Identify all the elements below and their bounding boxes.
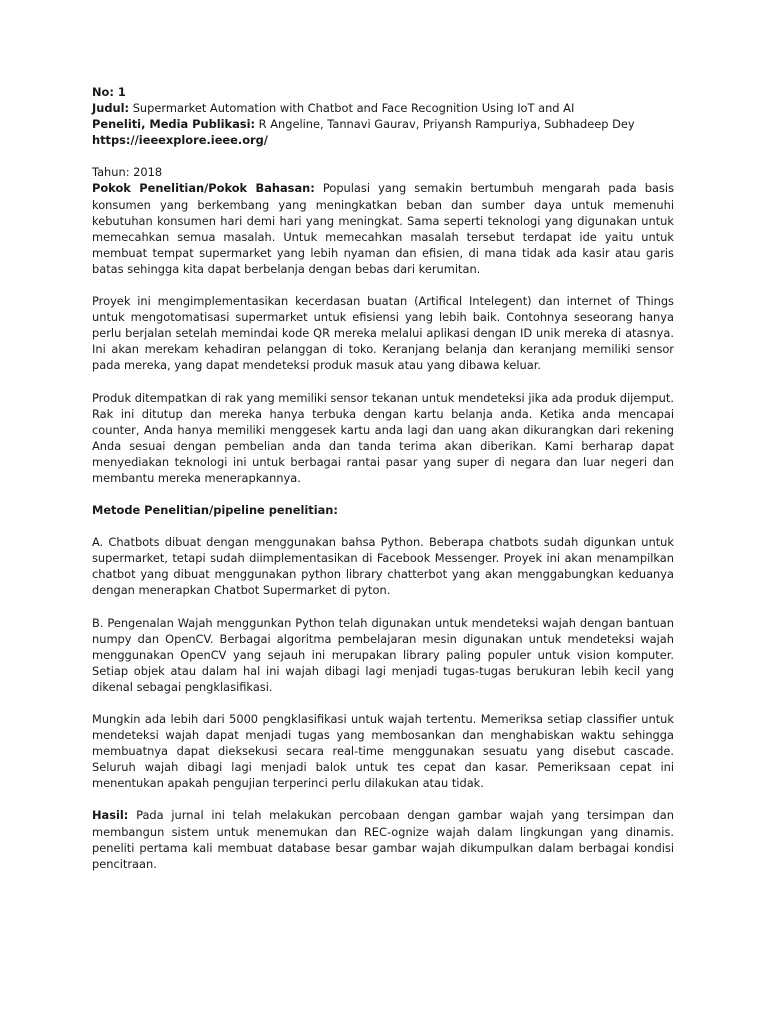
- metode-paragraph-classifier: Mungkin ada lebih dari 5000 pengklasifikasi untuk wajah tertentu. Memeriksa setiap classifier untuk mendeteksi wajah dapat menjadi tugas yang membosankan dan menghabiskan waktu sehingga membuatnya dapat dieksekusi secara real-time menggunakan sesuatu yang disebut cascade. Seluruh wajah dibagi lagi menjadi balok untuk tes cepat dan kasar. Pemeriksaan cepat ini menentukan apakah pengujian terperinci perlu dilakukan atau tidak.: [92, 712, 674, 791]
- authors-label: Peneliti, Media Publikasi:: [92, 117, 256, 132]
- authors-value: R Angeline, Tannavi Gaurav, Priyansh Rampuriya, Subhadeep Dey: [255, 117, 635, 132]
- title-label: Judul:: [92, 101, 130, 116]
- paragraph-produk: Produk ditempatkan di rak yang memiliki sensor tekanan untuk mendeteksi jika ada produk dijemput. Rak ini ditutup dan mereka hanya terbuka dengan kartu belanja anda. Ketika anda mencapai counter, Anda hanya memiliki menggesek kartu anda lagi dan uang akan dikurangkan dari rekening Anda sesuai dengan pembelian anda dan tanda terima akan diberikan. Kami berharap dapat menyediakan teknologi ini untuk berbagai rantai pasar yang super di negara dan luar negeri dan membantu mereka menerapkannya.: [92, 390, 674, 485]
- metode-item-b: B. Pengenalan Wajah menggunkan Python telah digunakan untuk mendeteksi wajah dengan bantuan numpy dan OpenCV. Berbagai algoritma pembelajaran mesin digunakan untuk mendeteksi wajah menggunakan OpenCV yang sejauh ini merupakan library paling populer untuk vision komputer. Setiap objek atau dalam hal ini wajah dibagi lagi menjadi tugas-tugas berukuran lebih kecil yang dikenal sebagai pengklasifikasi.: [92, 615, 674, 694]
- paragraph-proyek: Proyek ini mengimplementasikan kecerdasan buatan (Artifical Intelegent) dan internet of Things untuk mengotomatisasi supermarket untuk efisiensi yang lebih baik. Contohnya seseorang hanya perlu berjalan setelah memindai kode QR mereka melalui aplikasi dengan ID unik mereka di atasnya. Ini akan merekam kehadiran pelanggan di toko. Keranjang belanja dan keranjang memiliki sensor pada mereka, yang dapat mendeteksi produk masuk atau yang dibawa keluar.: [92, 294, 674, 373]
- title-line: [92, 100, 674, 116]
- document-page: [92, 84, 674, 872]
- authors-line: [92, 116, 674, 132]
- metode-heading: Metode Penelitian/pipeline penelitian:: [92, 503, 338, 518]
- hasil-label: Hasil:: [92, 808, 129, 823]
- source-url: https://ieeexplore.ieee.org/: [92, 133, 268, 148]
- hasil-paragraph: [92, 807, 674, 871]
- document-number: No: 1: [92, 85, 126, 99]
- pokok-label: Pokok Penelitian/Pokok Bahasan:: [92, 181, 315, 196]
- pokok-text: Populasi yang semakin bertumbuh mengarah pada basis konsumen yang berkembang yang meningkatkan beban dan sumber daya untuk memenuhi kebutuhan konsumen hari demi hari yang meningkat. Sama seperti teknologi yang digunakan untuk memecahkan semua masalah. Untuk memecahkan masalah tersebut terdapat ide yaitu untuk membuat tempat supermarket yang lebih nyaman dan efisien, di mana tidak ada kasir atau garis batas sehingga kita dapat berbelanja dengan bebas dari kerumitan.: [92, 181, 675, 276]
- pokok-paragraph: [92, 180, 674, 277]
- metode-item-a: A. Chatbots dibuat dengan menggunakan bahsa Python. Beberapa chatbots sudah digunkan untuk supermarket, tetapi sudah diimplementasikan di Facebook Messenger. Proyek ini akan menampilkan chatbot yang dibuat menggunakan python library chatterbot yang akan menggabungkan keduanya dengan menerapkan Chatbot Supermarket di pyton.: [92, 535, 674, 598]
- hasil-text: Pada jurnal ini telah melakukan percobaan dengan gambar wajah yang tersimpan dan membangun sistem untuk menemukan dan REC-ognize wajah dalam lingkungan yang dinamis. peneliti pertama kali membuat database besar gambar wajah dikumpulkan dalam berbagai kondisi pencitraan.: [92, 808, 674, 871]
- title-value: Supermarket Automation with Chatbot and Face Recognition Using IoT and AI: [129, 101, 575, 116]
- year-line: Tahun: 2018: [92, 165, 163, 180]
